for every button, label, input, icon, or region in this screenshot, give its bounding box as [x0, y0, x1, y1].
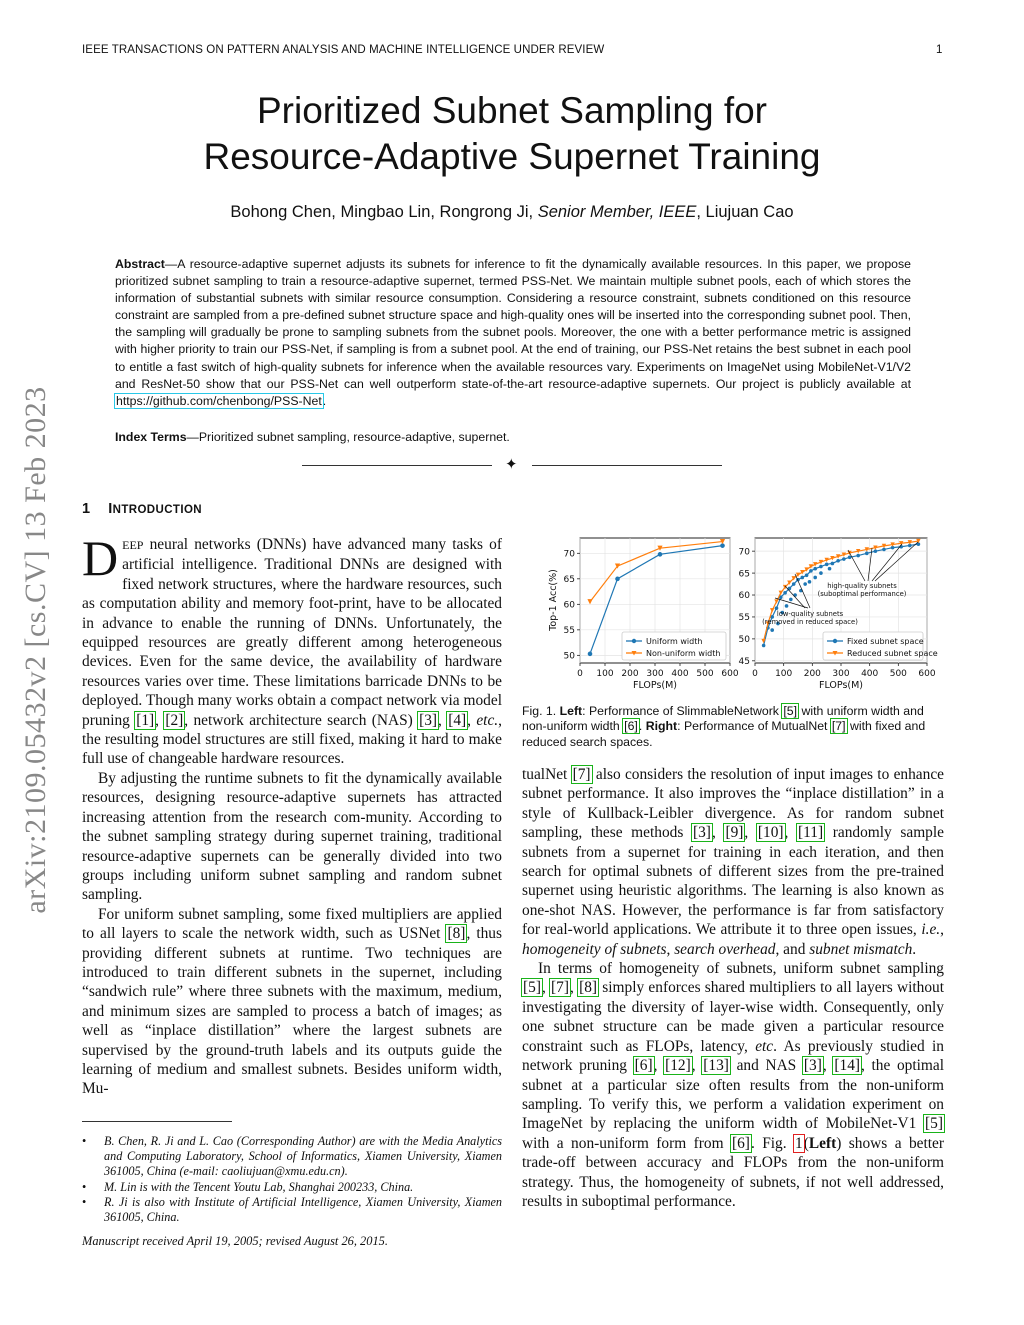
abstract [115, 256, 911, 410]
paragraph-1 [82, 530, 502, 769]
p5-sep: , [541, 979, 551, 997]
citation-link[interactable]: [3] [803, 1057, 822, 1075]
project-link[interactable]: https://github.com/chenbong/PSS-Net [116, 393, 322, 408]
x-tick-label: 500 [696, 669, 714, 679]
data-point [842, 557, 846, 561]
data-point [828, 567, 832, 571]
legend [823, 632, 938, 660]
citation-link[interactable]: [5] [523, 979, 541, 997]
data-point [783, 591, 787, 595]
title-line-2: Resource-Adaptive Supernet Training [203, 136, 821, 177]
p5-text: . Fig. [750, 1134, 795, 1152]
data-point [865, 552, 869, 556]
citation-link[interactable]: [14] [834, 1057, 861, 1075]
title-line-1: Prioritized Subnet Sampling for [256, 90, 768, 131]
data-point [805, 573, 809, 577]
arxiv-stamp [16, 360, 56, 940]
citation-link[interactable]: [7] [551, 979, 569, 997]
p5-text: and NAS [729, 1057, 803, 1075]
citation-link[interactable]: [3] [419, 711, 438, 729]
p4-sep: . [912, 940, 917, 958]
citation-link[interactable]: [7] [572, 766, 591, 783]
data-point [779, 591, 783, 595]
p3-text-a: For uniform subnet sampling, some fixed multipliers are applied to all layers to scale the network width, such as USNet [82, 905, 502, 943]
legend-label-nonuniform: Non-uniform width [646, 649, 721, 658]
issue-subnet-mismatch: subnet mismatch [809, 940, 913, 958]
legend-label-uniform: Uniform width [646, 637, 703, 646]
arxiv-stamp-text: arXiv:2109.05432v2 [cs.CV] 13 Feb 2023 [19, 386, 52, 914]
data-point [836, 559, 840, 563]
annotation-high-quality: high-quality subnets [827, 582, 897, 590]
x-tick-label: 600 [918, 669, 936, 679]
abstract-end: . [322, 393, 327, 408]
figure-1 [520, 528, 945, 698]
p5-text: In terms of homogeneity of subnets, uniform subnet sampling [538, 960, 944, 978]
paragraph-2: By adjusting the runtime subnets to fit the dynamically available resources, designing resource-adaptive supernets has attracted increasing attention from the research com-munity. According to the subnet sampling strategy during supernet training, traditional resource-adaptive supernets can be generally divided into two groups including uniform subnet sampling and random subnet sampling. [82, 769, 502, 904]
caption-prefix: Fig. 1. [522, 704, 560, 718]
p5-sep: , [653, 1057, 665, 1075]
citation-link[interactable]: [5] [925, 1115, 943, 1133]
data-point [588, 652, 593, 657]
y-tick-label: 55 [563, 626, 575, 637]
p4-sep: , [711, 824, 725, 842]
index-terms [115, 430, 510, 444]
data-point [874, 549, 878, 553]
citation-link[interactable]: [6] [624, 719, 638, 734]
data-point [801, 576, 805, 580]
paragraph-3 [82, 905, 502, 1099]
p5-sep: , [822, 1057, 834, 1075]
data-point [770, 628, 774, 632]
x-tick-label: 200 [621, 669, 639, 679]
x-tick-label: 100 [775, 669, 793, 679]
p4-text: randomly sample subnets from a supernet for training in each iteration, and then search for optimal subnets of different sizes from the pre-trained supernet using heuristic algorithms. The learning is also known as one-shot NAS. However, the performance is far from satisfactory for real-world applications. We attribute it to three open issues, [522, 824, 944, 939]
caption-left-label: Left [559, 704, 583, 718]
x-tick-label: 300 [646, 669, 664, 679]
legend-marker-fixed [833, 639, 837, 643]
y-tick-label: 50 [738, 635, 750, 646]
p1-text-a: neural networks (DNNs) have advanced many tasks of artificial intelligence. Traditional DNNs are designed with fixed network structures, where the hardware resources, such as computation ability and memory foot-print, have to be allocated in advance to enable the running of DNNs. Unfortunately, the equipped resources are greatly different among heterogeneous devices. Even for the same device, the availability of hardware resources varies over time. These limitations barricade DNNs to be deployed. Though many works obtain a compact network via model pruning [82, 536, 502, 729]
caption-right-label: Right [645, 719, 678, 734]
p1-sep: , [438, 711, 448, 729]
citation-link[interactable]: [8] [447, 925, 466, 943]
annotation-arrow [872, 544, 902, 581]
data-point [813, 567, 817, 571]
divider-left [302, 465, 492, 466]
chart-left [548, 538, 739, 691]
page-number: 1 [936, 44, 943, 56]
p5-text: with a non-uniform form from [522, 1134, 731, 1152]
footnote-rule [82, 1121, 232, 1122]
drop-cap: D [82, 530, 119, 586]
y-tick-label: 70 [738, 547, 750, 558]
p4-sep: , [744, 824, 757, 842]
citation-link[interactable]: [10] [757, 824, 784, 842]
legend-label-reduced: Reduced subnet space [847, 649, 938, 658]
citation-link[interactable]: [7] [831, 719, 846, 734]
p4-text: , and [775, 940, 810, 958]
section-heading [82, 501, 202, 517]
footnote-1: • B. Chen, R. Ji and L. Cao (Corresponding Author) are with the Media Analytics and Computing Laboratory, School of Informatics, Xiamen University, Xiamen 361005, China (e-mail: caoliujuan@xmu.edu.cn). [82, 1134, 502, 1180]
data-point [792, 582, 796, 586]
annotation-low-quality: low-quality subnets [776, 610, 844, 618]
data-point [848, 555, 852, 559]
p4-sep: , [666, 940, 675, 958]
caption-text: . [638, 719, 646, 734]
y-tick-label: 70 [563, 549, 575, 560]
data-point [831, 562, 835, 566]
data-point [856, 554, 860, 558]
x-tick-label: 400 [671, 669, 689, 679]
p5-sep: , [570, 979, 579, 997]
legend-marker-uniform [632, 639, 636, 643]
etc-text: etc. [471, 711, 499, 729]
y-axis-label: Top-1 Acc(%) [548, 569, 559, 631]
citation-link[interactable]: [4] [448, 711, 467, 729]
p1-sep: , [155, 711, 165, 729]
p5-text: simply enforces shared multipliers to all layers without investigating the diversity of layer-wise width. Consequently, only one subnet structure can be made given a particular resource constraint such as FLOPs, latency, [522, 979, 944, 1055]
citation-link[interactable]: [13] [703, 1057, 729, 1075]
data-point [809, 569, 813, 573]
data-point [658, 552, 663, 557]
issue-homogeneity: homogeneity of subnets [522, 940, 667, 958]
right-column [522, 765, 944, 1211]
x-axis-label: FLOPs(M) [818, 680, 864, 691]
index-terms-label: Index Terms [115, 430, 187, 444]
x-tick-label: 0 [752, 669, 758, 679]
citation-link[interactable]: [9] [725, 824, 744, 842]
annotation-low-quality-sub: (removed in reduced space) [762, 618, 858, 626]
running-header: IEEE TRANSACTIONS ON PATTERN ANALYSIS AND MACHINE INTELLIGENCE UNDER REVIEW [82, 44, 605, 56]
figure-ref-link[interactable]: 1 [795, 1134, 803, 1152]
p1-sep: , [467, 711, 472, 729]
author-last: , Liujuan Cao [696, 203, 794, 221]
y-tick-label: 55 [738, 613, 750, 624]
citation-link[interactable]: [11] [798, 824, 824, 842]
manuscript-note: Manuscript received April 19, 2005; revised August 26, 2015. [82, 1234, 388, 1248]
annotation-high-quality-sub: (suboptimal performance) [817, 590, 907, 598]
y-tick-label: 65 [738, 569, 750, 580]
citation-link[interactable]: [5] [783, 704, 798, 718]
left-ref: Left [808, 1134, 837, 1152]
x-tick-label: 400 [861, 669, 879, 679]
paragraph-4 [522, 765, 944, 959]
y-tick-label: 65 [563, 575, 575, 586]
y-tick-label: 45 [738, 657, 750, 668]
p5-text: ) shows a better trade-off between accuracy and FLOPs from the non-uniform strategy. Thus, the homogeneity of subnets, if not well addressed, results in suboptimal performance. [522, 1134, 945, 1210]
footnote-3: • R. Ji is also with Institute of Artificial Intelligence, Xiamen University, Xiamen 361005, China. [82, 1195, 502, 1225]
p4-text: tualNet [522, 766, 572, 783]
footnote-2: • M. Lin is with the Tencent Youtu Lab, Shanghai 200233, China. [82, 1180, 502, 1195]
legend [622, 632, 726, 660]
x-tick-label: 200 [803, 669, 821, 679]
data-point [813, 576, 817, 580]
p4-text: also considers the resolution of input images to enhance subnet performance. It also improves the “inplace distillation” in a style of Kullback-Leibler divergence. As for random subnet sampling, these methods [522, 766, 944, 842]
p3-text-b: , thus providing different subnets at runtime. Two techniques are introduced to train different subnets in the supernet, including “sandwich rule” where three subnets with the maximum, medium, and minimum sizes are sampled to process a batch of images; as well as “inplace distillation” where the largest subnets are supervised by the ground-truth labels and its outputs guide the learning of medium and smallest subnets. Besides uniform width, Mu- [82, 925, 502, 1098]
etc-text: etc [755, 1037, 774, 1055]
citation-link[interactable]: [12] [665, 1057, 691, 1075]
x-tick-label: 600 [721, 669, 739, 679]
data-point [587, 599, 592, 604]
y-tick-label: 60 [738, 591, 750, 602]
divider-right [532, 465, 722, 466]
caption-text: with uniform width and non-uniform width [522, 704, 924, 734]
p4-sep: , [940, 921, 944, 939]
data-point [803, 582, 807, 586]
index-terms-text: —Prioritized subnet sampling, resource-adaptive, supernet. [186, 430, 510, 444]
abstract-text: —A resource-adaptive supernet adjusts its subnets for inference to fit the dynamically available resources. In this paper, we propose prioritized subnet sampling to train a resource-adaptive supernet, termed PSS-Net. We maintain multiple subnet pools, each of which stores the information of substantial subnets with similar resource consumption. Considering a resource constraint, subnets conditioned on this resource constraint are sampled from a pre-defined subnet structure space and high-quality ones will be inserted into the corresponding subnet pool. Then, the sampling will gradually be prone to sampling subnets from the subnet pools. Moreover, the one with a better performance metric is assigned with higher priority to train our PSS-Net, if sampling is from a subnet pool. At the end of training, our PSS-Net retains the best subnet in each pool to entitle a fast switch of high-quality subnets for inference when the available resources vary. Experiments on ImageNet using MobileNet-V1/V2 and ResNet-50 show that our PSS-Net can well outperform state-of-the-art resource-adaptive supernets. Our project is publicly available at [115, 257, 911, 391]
series-line [590, 542, 723, 602]
paper-title [60, 88, 964, 180]
footnotes [82, 1134, 502, 1225]
p5-text: , the optimal subnet at a particular size often results from the non-uniform sampling. To verify this, we perform a validation experiment on ImageNet by replacing the uniform width of MobileNet-V1 [522, 1057, 945, 1133]
legend-label-fixed: Fixed subnet space [847, 637, 924, 646]
p1-text-b: , the resulting model structures are still fixed, making it hard to make full use of changeable hardware resources. [82, 711, 502, 768]
caption-text: : Performance of SlimmableNetwork [582, 704, 783, 718]
author-role: Senior Member, IEEE [537, 203, 697, 221]
y-tick-label: 60 [563, 600, 575, 611]
drop-cap-rest: EEP [122, 538, 144, 552]
data-point [770, 608, 774, 612]
x-tick-label: 500 [889, 669, 907, 679]
data-point [785, 604, 789, 608]
citation-link[interactable]: [6] [731, 1134, 750, 1152]
ie-text: i.e. [921, 921, 941, 939]
section-title-initial: I [108, 501, 113, 517]
citation-link[interactable]: [6] [634, 1057, 653, 1075]
data-point [819, 565, 823, 569]
x-axis-label: FLOPs(M) [632, 680, 678, 691]
p5-sep: ( [803, 1134, 809, 1152]
section-number: 1 [82, 501, 91, 517]
citation-link[interactable]: [2] [165, 711, 184, 729]
data-point [825, 563, 829, 567]
abstract-label: Abstract [115, 257, 165, 271]
p4-sep: , [784, 824, 798, 842]
section-title-rest: NTRODUCTION [112, 504, 202, 516]
data-point [762, 644, 766, 648]
data-point [808, 580, 812, 584]
divider-star-icon: ✦ [505, 456, 518, 473]
x-tick-label: 0 [577, 669, 583, 679]
caption-text: with fixed and reduced search spaces. [522, 719, 926, 749]
citation-link[interactable]: [8] [579, 979, 598, 997]
left-column [82, 530, 502, 1099]
data-point [615, 577, 620, 582]
figure-caption [522, 704, 944, 750]
data-point [789, 598, 793, 602]
author-names: Bohong Chen, Mingbao Lin, Rongrong Ji, [230, 203, 538, 221]
x-tick-label: 100 [596, 669, 614, 679]
y-tick-label: 50 [563, 651, 575, 662]
p5-text: . As previously studied in network pruning [522, 1037, 945, 1075]
chart-right [739, 538, 938, 691]
caption-text: : Performance of MutualNet [677, 719, 831, 734]
p5-sep: , [691, 1057, 703, 1075]
author-list [60, 203, 964, 222]
data-point [819, 571, 823, 575]
citation-link[interactable]: [1] [136, 711, 155, 729]
data-point [882, 548, 886, 552]
p1-sep: , network architecture search (NAS) [184, 711, 419, 729]
x-tick-label: 300 [832, 669, 850, 679]
citation-link[interactable]: [3] [692, 824, 711, 842]
paragraph-5 [522, 959, 944, 1211]
issue-search-overhead: search overhead [674, 940, 776, 958]
